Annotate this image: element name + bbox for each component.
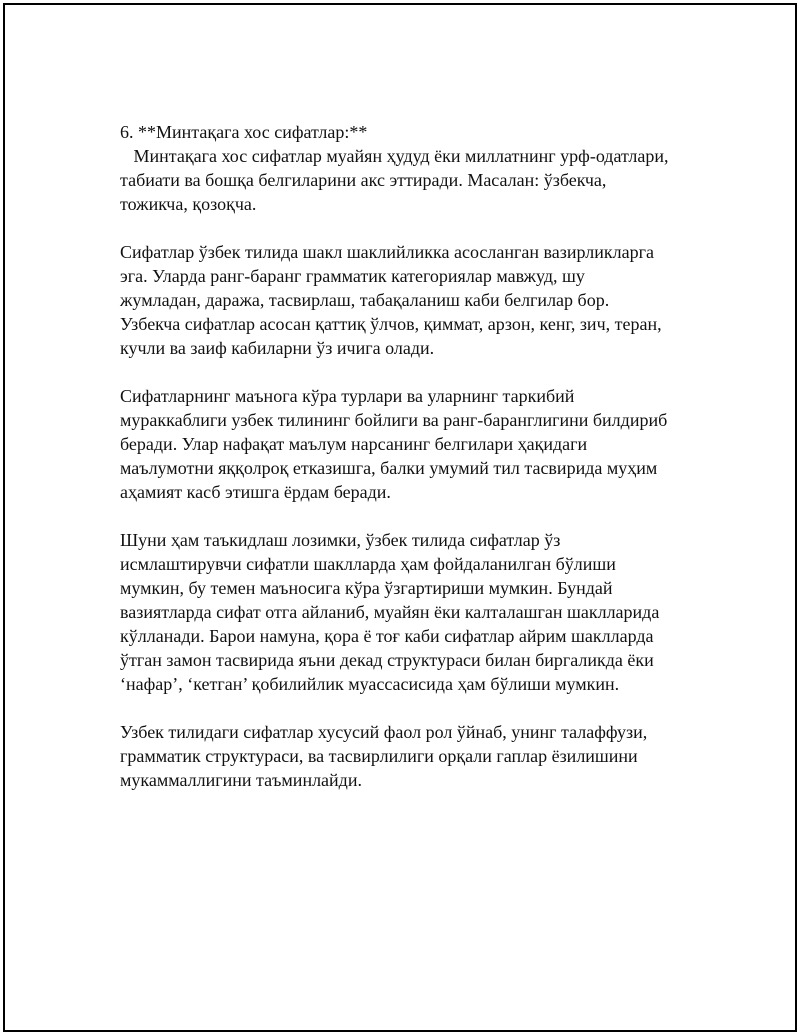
- text-line: ўтган замон тасвирида яъни декад структураси билан биргаликда ёки: [120, 650, 654, 670]
- text-line: мураккаблиги узбек тилининг бойлиги ва ранг-баранглигини билдириб: [120, 410, 668, 430]
- text-line: Сифатлар ўзбек тилида шакл шаклийликка асосланган вазирликларга: [120, 242, 654, 262]
- paragraph-5: [120, 720, 700, 792]
- paragraph-3: [120, 384, 700, 504]
- section-heading: 6. **Минтақага хос сифатлар:**: [120, 122, 368, 142]
- text-line: мумкин, бу темен маъносига кўра ўзгартириши мумкин. Бундай: [120, 578, 613, 598]
- text-line: табиати ва бошқа белгиларини акс эттиради. Масалан: ўзбекча,: [120, 170, 607, 190]
- paragraph-4: [120, 528, 700, 696]
- text-line: эга. Уларда ранг-баранг грамматик категориялар мавжуд, шу: [120, 266, 585, 286]
- document-page: [3, 3, 797, 1032]
- section-regional-adjectives: [120, 120, 700, 216]
- text-line: мукаммаллигини таъминлайди.: [120, 770, 362, 790]
- paragraph-2: [120, 240, 700, 360]
- text-line: аҳамият касб этишга ёрдам беради.: [120, 482, 391, 502]
- text-line: маълумотни яққолроқ етказишга, балки умумий тил тасвирида муҳим: [120, 458, 658, 478]
- document-body: [120, 120, 700, 816]
- text-line: грамматик структураси, ва тасвирлилиги орқали гаплар ёзилишини: [120, 746, 638, 766]
- text-line: беради. Улар нафақат маълум нарсанинг белгилари ҳақидаги: [120, 434, 588, 454]
- text-line: исмлаштирувчи сифатли шаклларда ҳам фойдаланилган бўлиши: [120, 554, 616, 574]
- text-line: жумладан, даража, тасвирлаш, табақаланиш каби белгилар бор.: [120, 290, 610, 310]
- text-line: вазиятларда сифат отга айланиб, муайян ёки калталашган шаклларида: [120, 602, 660, 622]
- text-line: тожикча, қозоқча.: [120, 194, 257, 214]
- text-line: Минтақага хос сифатлар муайян ҳудуд ёки миллатнинг урф-одатлари,: [120, 146, 669, 166]
- text-line: кўлланади. Барои намуна, қора ё тоғ каби сифатлар айрим шаклларда: [120, 626, 654, 646]
- text-line: Узбекча сифатлар асосан қаттиқ ўлчов, қиммат, арзон, кенг, зич, теран,: [120, 314, 662, 334]
- text-line: кучли ва заиф кабиларни ўз ичига олади.: [120, 338, 435, 358]
- text-line: ‘нафар’, ‘кетган’ қобилийлик муассасисида ҳам бўлиши мумкин.: [120, 674, 620, 694]
- text-line: Узбек тилидаги сифатлар хусусий фаол рол ўйнаб, унинг талаффузи,: [120, 722, 648, 742]
- text-line: Шуни ҳам таъкидлаш лозимки, ўзбек тилида сифатлар ўз: [120, 530, 561, 550]
- text-line: Сифатларнинг маънога кўра турлари ва уларнинг таркибий: [120, 386, 575, 406]
